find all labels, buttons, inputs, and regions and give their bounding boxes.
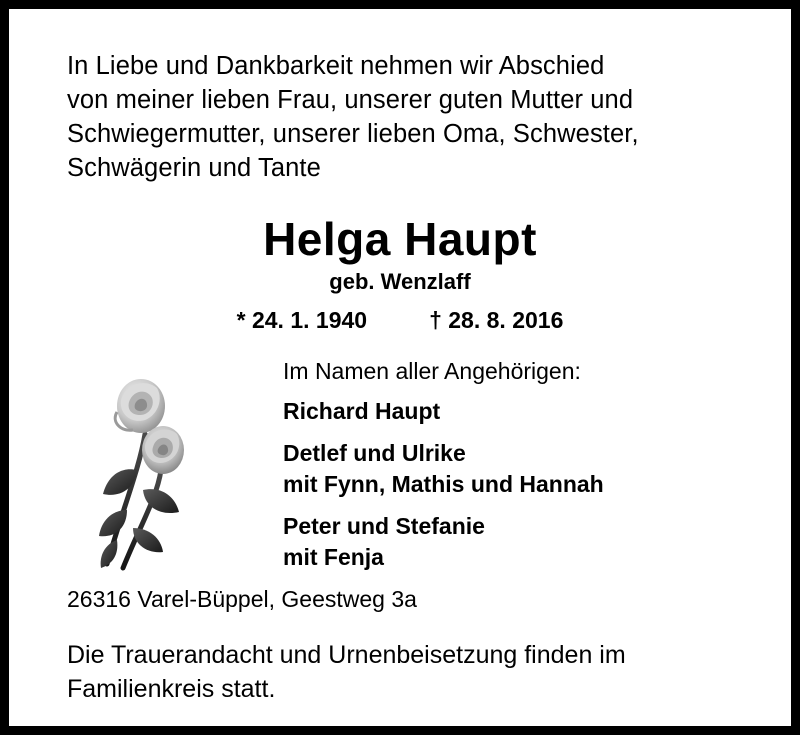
family-member: Richard Haupt: [283, 398, 441, 424]
rose-illustration-icon: [83, 378, 213, 578]
deceased-name-block: [67, 213, 733, 334]
maiden-name: geb. Wenzlaff: [329, 269, 471, 294]
deceased-name: Helga Haupt: [263, 213, 537, 265]
intro-text: [67, 49, 733, 185]
intro-line: In Liebe und Dankbarkeit nehmen wir Abschied: [67, 52, 605, 80]
family-member-children: mit Fynn, Mathis und Hannah: [283, 471, 604, 497]
intro-line: Schwägerin und Tante: [67, 154, 321, 182]
life-dates: [67, 306, 733, 334]
family-list: [283, 356, 733, 573]
closing-line: Familienkreis statt.: [67, 675, 276, 703]
death-date: † 28. 8. 2016: [429, 307, 564, 333]
family-section: [67, 356, 733, 573]
birth-date: * 24. 1. 1940: [236, 307, 368, 333]
family-heading: Im Namen aller Angehörigen:: [283, 358, 581, 384]
family-group: [283, 396, 733, 427]
intro-line: Schwiegermutter, unserer lieben Oma, Schwester,: [67, 120, 639, 148]
family-member: Peter und Stefanie: [283, 513, 485, 539]
closing-text: [67, 638, 733, 706]
family-group: [283, 511, 733, 573]
family-group: [283, 438, 733, 500]
intro-line: von meiner lieben Frau, unserer guten Mutter und: [67, 86, 634, 114]
closing-line: Die Trauerandacht und Urnenbeisetzung finden im: [67, 641, 626, 669]
family-member: Detlef und Ulrike: [283, 440, 466, 466]
address: 26316 Varel-Büppel, Geestweg 3a: [67, 586, 417, 612]
family-member-children: mit Fenja: [283, 544, 384, 570]
